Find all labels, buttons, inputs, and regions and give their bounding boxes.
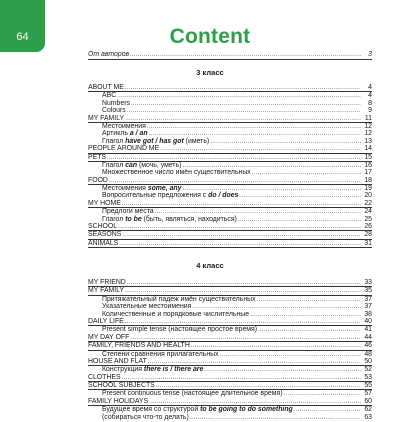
toc-entry-label: [88, 162, 181, 169]
dot-leader: [131, 101, 361, 108]
toc-entry[interactable]: [88, 169, 372, 176]
toc-entry-text: Present simple tense (настоящее простое время): [102, 326, 258, 334]
toc-entry-page: 37: [364, 295, 372, 303]
dot-leader: [147, 124, 361, 131]
toc-entry-label: [88, 287, 124, 294]
toc-entry-text: SCHOOL SUBJECTS: [88, 382, 155, 390]
toc-entry-text: Притяжательный падеж имён существительных: [102, 295, 256, 303]
toc-entry[interactable]: [88, 216, 372, 223]
toc-entry-label: [88, 177, 108, 184]
toc-entry-label: [88, 138, 209, 145]
toc-entry-page: 31: [364, 239, 372, 247]
toc-entry-page: 24: [364, 208, 372, 216]
toc-entry-label: [88, 279, 126, 286]
toc-entry-page: 8: [368, 99, 372, 107]
toc-entry-label: [88, 84, 124, 91]
toc-entry-text: PETS: [88, 153, 106, 161]
toc-entry[interactable]: [88, 366, 372, 373]
toc-entry-page: 35: [364, 287, 372, 295]
toc-entry-text: MY FRIEND: [88, 279, 126, 286]
toc-entry-label: [88, 382, 155, 389]
toc-entry-page: 53: [364, 373, 372, 381]
dot-leader: [122, 375, 361, 382]
toc-entry-label: [88, 296, 256, 303]
toc-entry-text: SEASONS: [88, 231, 122, 239]
dot-leader: [109, 178, 361, 185]
dot-leader: [122, 201, 361, 208]
toc-entry[interactable]: [88, 185, 372, 192]
toc-entry[interactable]: [88, 382, 372, 390]
toc-entry-text: Указательные местоимения: [102, 303, 192, 311]
toc-entry-page: 4: [368, 84, 372, 91]
toc-entry-page: 12: [364, 130, 372, 138]
toc-authors: [88, 51, 372, 60]
toc-entry-text: Глагол: [102, 215, 126, 223]
toc-entry-text: ABC: [102, 92, 117, 100]
toc-entry[interactable]: [88, 342, 372, 350]
toc-entry[interactable]: [88, 115, 372, 123]
dot-leader: [130, 52, 361, 59]
toc-entry-grammar-term: to be: [125, 215, 142, 223]
toc-entry[interactable]: [88, 334, 372, 342]
toc-entry-label: [88, 115, 124, 122]
toc-entry-grammar-term: have got / has got: [125, 137, 184, 145]
dot-leader: [125, 116, 361, 123]
toc-entry-label: [88, 342, 190, 349]
toc-entry-page: 55: [364, 382, 372, 390]
dot-leader: [148, 359, 361, 366]
toc-entry-page: 57: [364, 390, 372, 398]
toc-entry-label: [88, 192, 238, 199]
toc-entry-page: 12: [364, 122, 372, 130]
toc-entry-text: Present continuous tense (настоящее длительное время): [102, 390, 283, 398]
dot-leader: [127, 108, 361, 115]
section-heading-grade-4: 4 класс: [196, 261, 224, 270]
toc-entry[interactable]: [88, 311, 372, 318]
toc-entry-label: [88, 154, 106, 161]
toc-entry-page: 22: [364, 199, 372, 207]
toc-entry-label: [88, 390, 283, 397]
toc-entry-page: 62: [364, 406, 372, 414]
toc-entry-label: [88, 100, 130, 107]
toc-entry-label: [88, 398, 148, 405]
toc-entry-text-suffix: (мочь, уметь): [137, 161, 182, 169]
toc-entry-text-suffix: (быть, являться, находиться): [141, 215, 237, 223]
toc-entry[interactable]: [88, 287, 372, 295]
page-title: Content: [169, 25, 251, 48]
toc-entry[interactable]: [88, 326, 372, 333]
toc-entry-label: [88, 123, 146, 130]
toc-entry-text: Степени сравнения прилагательных: [102, 350, 219, 358]
toc-entry[interactable]: [88, 162, 372, 169]
toc-entry-label: [88, 351, 219, 358]
toc-entry-page: 38: [364, 310, 372, 318]
dot-leader: [258, 327, 361, 334]
toc-entry-page: 63: [364, 413, 372, 421]
toc-entry[interactable]: [88, 208, 372, 215]
dot-leader: [125, 288, 361, 295]
dot-leader: [117, 93, 361, 100]
toc-entry-page: 3: [368, 51, 372, 58]
toc-entry-label: [88, 107, 126, 114]
toc-entry-text: MY FAMILY: [88, 287, 125, 295]
toc-entry-grammar-term: do / does: [208, 192, 239, 200]
toc-entry[interactable]: [88, 138, 372, 145]
dot-leader: [156, 383, 361, 390]
toc-grade-3: [88, 84, 372, 248]
toc-entry-grammar-term: there is / there are: [143, 366, 204, 374]
dot-leader: [125, 85, 361, 92]
toc-entry-text: MY FAMILY: [88, 114, 125, 122]
toc-entry-text: SCHOOL: [88, 223, 118, 231]
toc-entry-label: [88, 406, 293, 413]
toc-entry-text: FOOD: [88, 176, 108, 184]
toc-entry-page: 19: [364, 185, 372, 193]
dot-leader: [204, 367, 361, 374]
toc-entry-page: 14: [364, 145, 372, 153]
toc-entry-text: Местоимения: [102, 185, 148, 193]
toc-entry-text: DAILY LIFE: [88, 317, 124, 325]
toc-entry-page: 37: [364, 303, 372, 311]
dot-leader: [252, 170, 361, 177]
toc-entry-label: [88, 374, 121, 381]
toc-entry[interactable]: [88, 390, 372, 397]
dot-leader: [257, 297, 361, 304]
toc-entry-page: 48: [364, 350, 372, 358]
toc-entry-label: От авторов: [88, 51, 130, 58]
toc-entry[interactable]: [88, 200, 372, 208]
dot-leader: [130, 335, 361, 342]
dot-leader: [127, 280, 361, 287]
toc-entry-label: [88, 303, 191, 310]
toc-grade-4: [88, 279, 372, 421]
toc-entry-text: Глагол: [102, 161, 126, 169]
toc-entry-label: [88, 208, 154, 215]
dot-leader: [125, 319, 361, 326]
toc-entry[interactable]: [88, 154, 372, 162]
dot-leader: [107, 155, 361, 162]
dot-leader: [160, 146, 361, 153]
toc-entry-label: [88, 311, 249, 318]
toc-entry[interactable]: [88, 192, 372, 199]
toc-entry[interactable]: [88, 92, 372, 99]
section-heading-grade-3: 3 класс: [196, 68, 224, 77]
dot-leader: [119, 241, 361, 248]
toc-entry-page: 60: [364, 397, 372, 405]
dot-leader: [118, 224, 361, 231]
dot-leader: [239, 193, 361, 200]
toc-entry[interactable]: [88, 100, 372, 107]
toc-entry-label: [88, 318, 124, 325]
dot-leader: [220, 352, 361, 359]
dot-leader: [250, 312, 361, 319]
toc-entry-label: [88, 240, 118, 247]
toc-entry-text: FAMILY, FRIENDS AND HEALTH: [88, 342, 190, 350]
toc-entry-page: 28: [364, 231, 372, 239]
toc-entry-grammar-term: to be going to do something: [200, 406, 293, 414]
toc-entry-page: 13: [364, 137, 372, 145]
toc-entry-page: 26: [364, 223, 372, 231]
dot-leader: [122, 232, 361, 239]
toc-entry-label: [88, 231, 121, 238]
toc-entry[interactable]: [88, 296, 372, 303]
toc-entry-text: Множественное число имён существительных: [102, 169, 251, 177]
toc-entry-grammar-term: can: [125, 161, 138, 169]
toc-entry[interactable]: [88, 84, 372, 92]
toc-entry-text: Количественные и порядковые числительные: [102, 310, 250, 318]
toc-entry-label: [88, 92, 116, 99]
page-number: 64: [16, 31, 29, 43]
toc-entry-text: Предлоги места: [102, 208, 154, 216]
toc-entry-label: [88, 130, 148, 137]
toc-entry-label: [88, 358, 147, 365]
toc-entry-text: MY DAY OFF: [88, 333, 130, 341]
toc-entry-page: 11: [364, 114, 372, 122]
toc-entry-page: 18: [364, 176, 372, 184]
toc-entry-page: 40: [364, 317, 372, 325]
toc-entry-page: 50: [364, 357, 372, 365]
toc-entry-page: 17: [364, 169, 372, 177]
dot-leader: [210, 139, 361, 146]
toc-entry-text: HOUSE AND FLAT: [88, 357, 147, 365]
toc-entry-grammar-term: a / an: [129, 130, 148, 138]
toc-entry-text: PEOPLE AROUND ME: [88, 145, 160, 153]
toc-entry-label: [88, 145, 159, 152]
toc-entry-page: 33: [364, 279, 372, 286]
toc-entry-page: 9: [368, 107, 372, 115]
toc-entry[interactable]: [88, 223, 372, 231]
toc-entry[interactable]: [88, 279, 372, 287]
toc-entry[interactable]: [88, 123, 372, 130]
toc-entry-label: [88, 334, 129, 341]
toc-entry[interactable]: [88, 374, 372, 382]
toc-entry[interactable]: [88, 107, 372, 114]
toc-entry-page: 4: [368, 92, 372, 100]
dot-leader: [191, 343, 361, 350]
toc-entry-page: 25: [364, 215, 372, 223]
toc-entry[interactable]: [88, 177, 372, 185]
toc-entry-text: (собираться что-то делать): [102, 413, 189, 421]
dot-leader: [190, 415, 361, 422]
toc-entry-label: [88, 169, 251, 176]
dot-leader: [238, 217, 361, 224]
toc-entry-label: [88, 326, 257, 333]
toc-entry-text: MY HOME: [88, 199, 121, 207]
toc-entry[interactable]: [88, 130, 372, 137]
toc-entry[interactable]: [88, 240, 372, 248]
toc-entry-label: [88, 223, 117, 230]
toc-entry[interactable]: [88, 145, 372, 153]
toc-entry-text: ABOUT ME: [88, 84, 124, 91]
toc-entry-text: Артикль: [102, 130, 130, 138]
toc-entry-text: FAMILY HOLIDAYS: [88, 397, 149, 405]
toc-entry[interactable]: [88, 303, 372, 310]
toc-entry-label: [88, 366, 203, 373]
dot-leader: [294, 407, 361, 414]
toc-entry[interactable]: [88, 406, 372, 413]
toc-entry-page: 20: [364, 192, 372, 200]
toc-entry-text: Numbers: [102, 99, 130, 107]
toc-entry[interactable]: [88, 51, 372, 60]
toc-entry-label: [88, 185, 181, 192]
toc-entry-text: ANIMALS: [88, 239, 119, 247]
toc-entry-label: [88, 200, 121, 207]
toc-entry-page: 41: [364, 326, 372, 334]
toc-entry-page: 52: [364, 366, 372, 374]
toc-entry-text: CLOTHES: [88, 373, 121, 381]
toc-entry-page: 16: [364, 161, 372, 169]
toc-entry-text: Глагол: [102, 137, 126, 145]
toc-entry-page: 15: [364, 153, 372, 161]
toc-entry[interactable]: [88, 358, 372, 366]
toc-entry[interactable]: [88, 318, 372, 326]
toc-entry[interactable]: [88, 398, 372, 406]
toc-entry-text: Вопросительные предложения с: [102, 192, 209, 200]
toc-entry-text: Конструкция: [102, 366, 144, 374]
toc-entry-page: 46: [364, 342, 372, 350]
toc-entry[interactable]: [88, 351, 372, 358]
toc-entry-page: 44: [364, 333, 372, 341]
toc-entry-grammar-term: some, any: [147, 185, 182, 193]
toc-entry-text: Местоимения: [102, 122, 146, 130]
toc-entry-label: [88, 216, 237, 223]
toc-entry[interactable]: [88, 231, 372, 239]
toc-entry-text: Будущее время со структурой: [102, 406, 201, 414]
toc-entry-text-suffix: (иметь): [183, 137, 210, 145]
dot-leader: [284, 391, 361, 398]
toc-entry-text: Colours: [102, 107, 126, 115]
